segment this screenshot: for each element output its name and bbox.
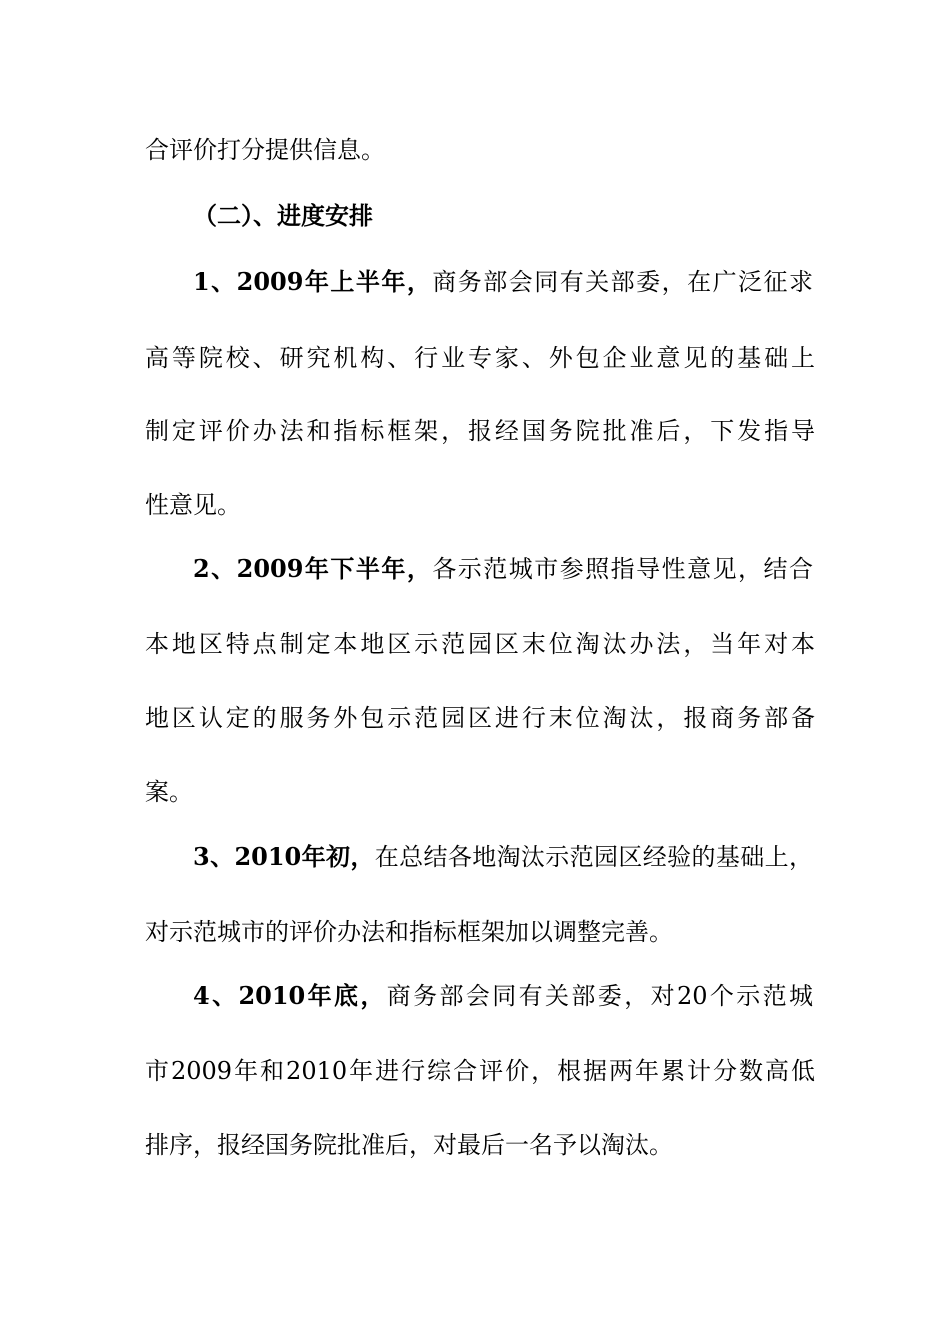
line-text: 商务部会同有关部委，在广泛征求 <box>432 268 814 296</box>
line-text: 性意见。 <box>145 491 241 519</box>
list-item-line <box>193 837 813 877</box>
list-item-lead: 2、2009年下半年， <box>193 554 433 583</box>
line-text: 制定评价办法和指标框架，报经国务院批准后，下发指导 <box>145 417 815 445</box>
list-item-line <box>193 549 813 589</box>
line-text: 案。 <box>145 778 193 806</box>
paragraph-line <box>145 1051 815 1091</box>
paragraph-line <box>145 130 815 170</box>
line-text: 合评价打分提供信息。 <box>145 136 385 164</box>
paragraph-line <box>145 1125 815 1165</box>
section-heading <box>193 196 813 236</box>
paragraph-line <box>145 624 815 664</box>
line-text: 在总结各地淘汰示范园区经验的基础上， <box>374 843 814 871</box>
line-text: 排序，报经国务院批准后，对最后一名予以淘汰。 <box>145 1131 673 1159</box>
line-text: 商务部会同有关部委，对20个示范城 <box>386 982 814 1010</box>
list-item-lead: 4、2010年底， <box>193 981 387 1010</box>
list-item-lead: 1、2009年上半年， <box>193 267 433 296</box>
list-item-line <box>193 262 813 302</box>
line-text: 高等院校、研究机构、行业专家、外包企业意见的基础上 <box>145 344 815 372</box>
line-text: 本地区特点制定本地区示范园区末位淘汰办法，当年对本 <box>145 630 815 658</box>
list-item-line <box>193 976 813 1016</box>
paragraph-line <box>145 411 815 451</box>
paragraph-line <box>145 772 815 812</box>
line-text: 市2009年和2010年进行综合评价，根据两年累计分数高低 <box>145 1057 815 1085</box>
paragraph-line <box>145 338 815 378</box>
paragraph-line <box>145 912 815 952</box>
paragraph-line <box>145 485 815 525</box>
paragraph-line <box>145 698 815 738</box>
list-item-lead: 3、2010年初， <box>193 842 375 871</box>
section-heading-text: （二）、进度安排 <box>193 201 373 230</box>
line-text: 各示范城市参照指导性意见，结合 <box>432 555 814 583</box>
line-text: 对示范城市的评价办法和指标框架加以调整完善。 <box>145 918 673 946</box>
line-text: 地区认定的服务外包示范园区进行末位淘汰，报商务部备 <box>145 704 815 732</box>
